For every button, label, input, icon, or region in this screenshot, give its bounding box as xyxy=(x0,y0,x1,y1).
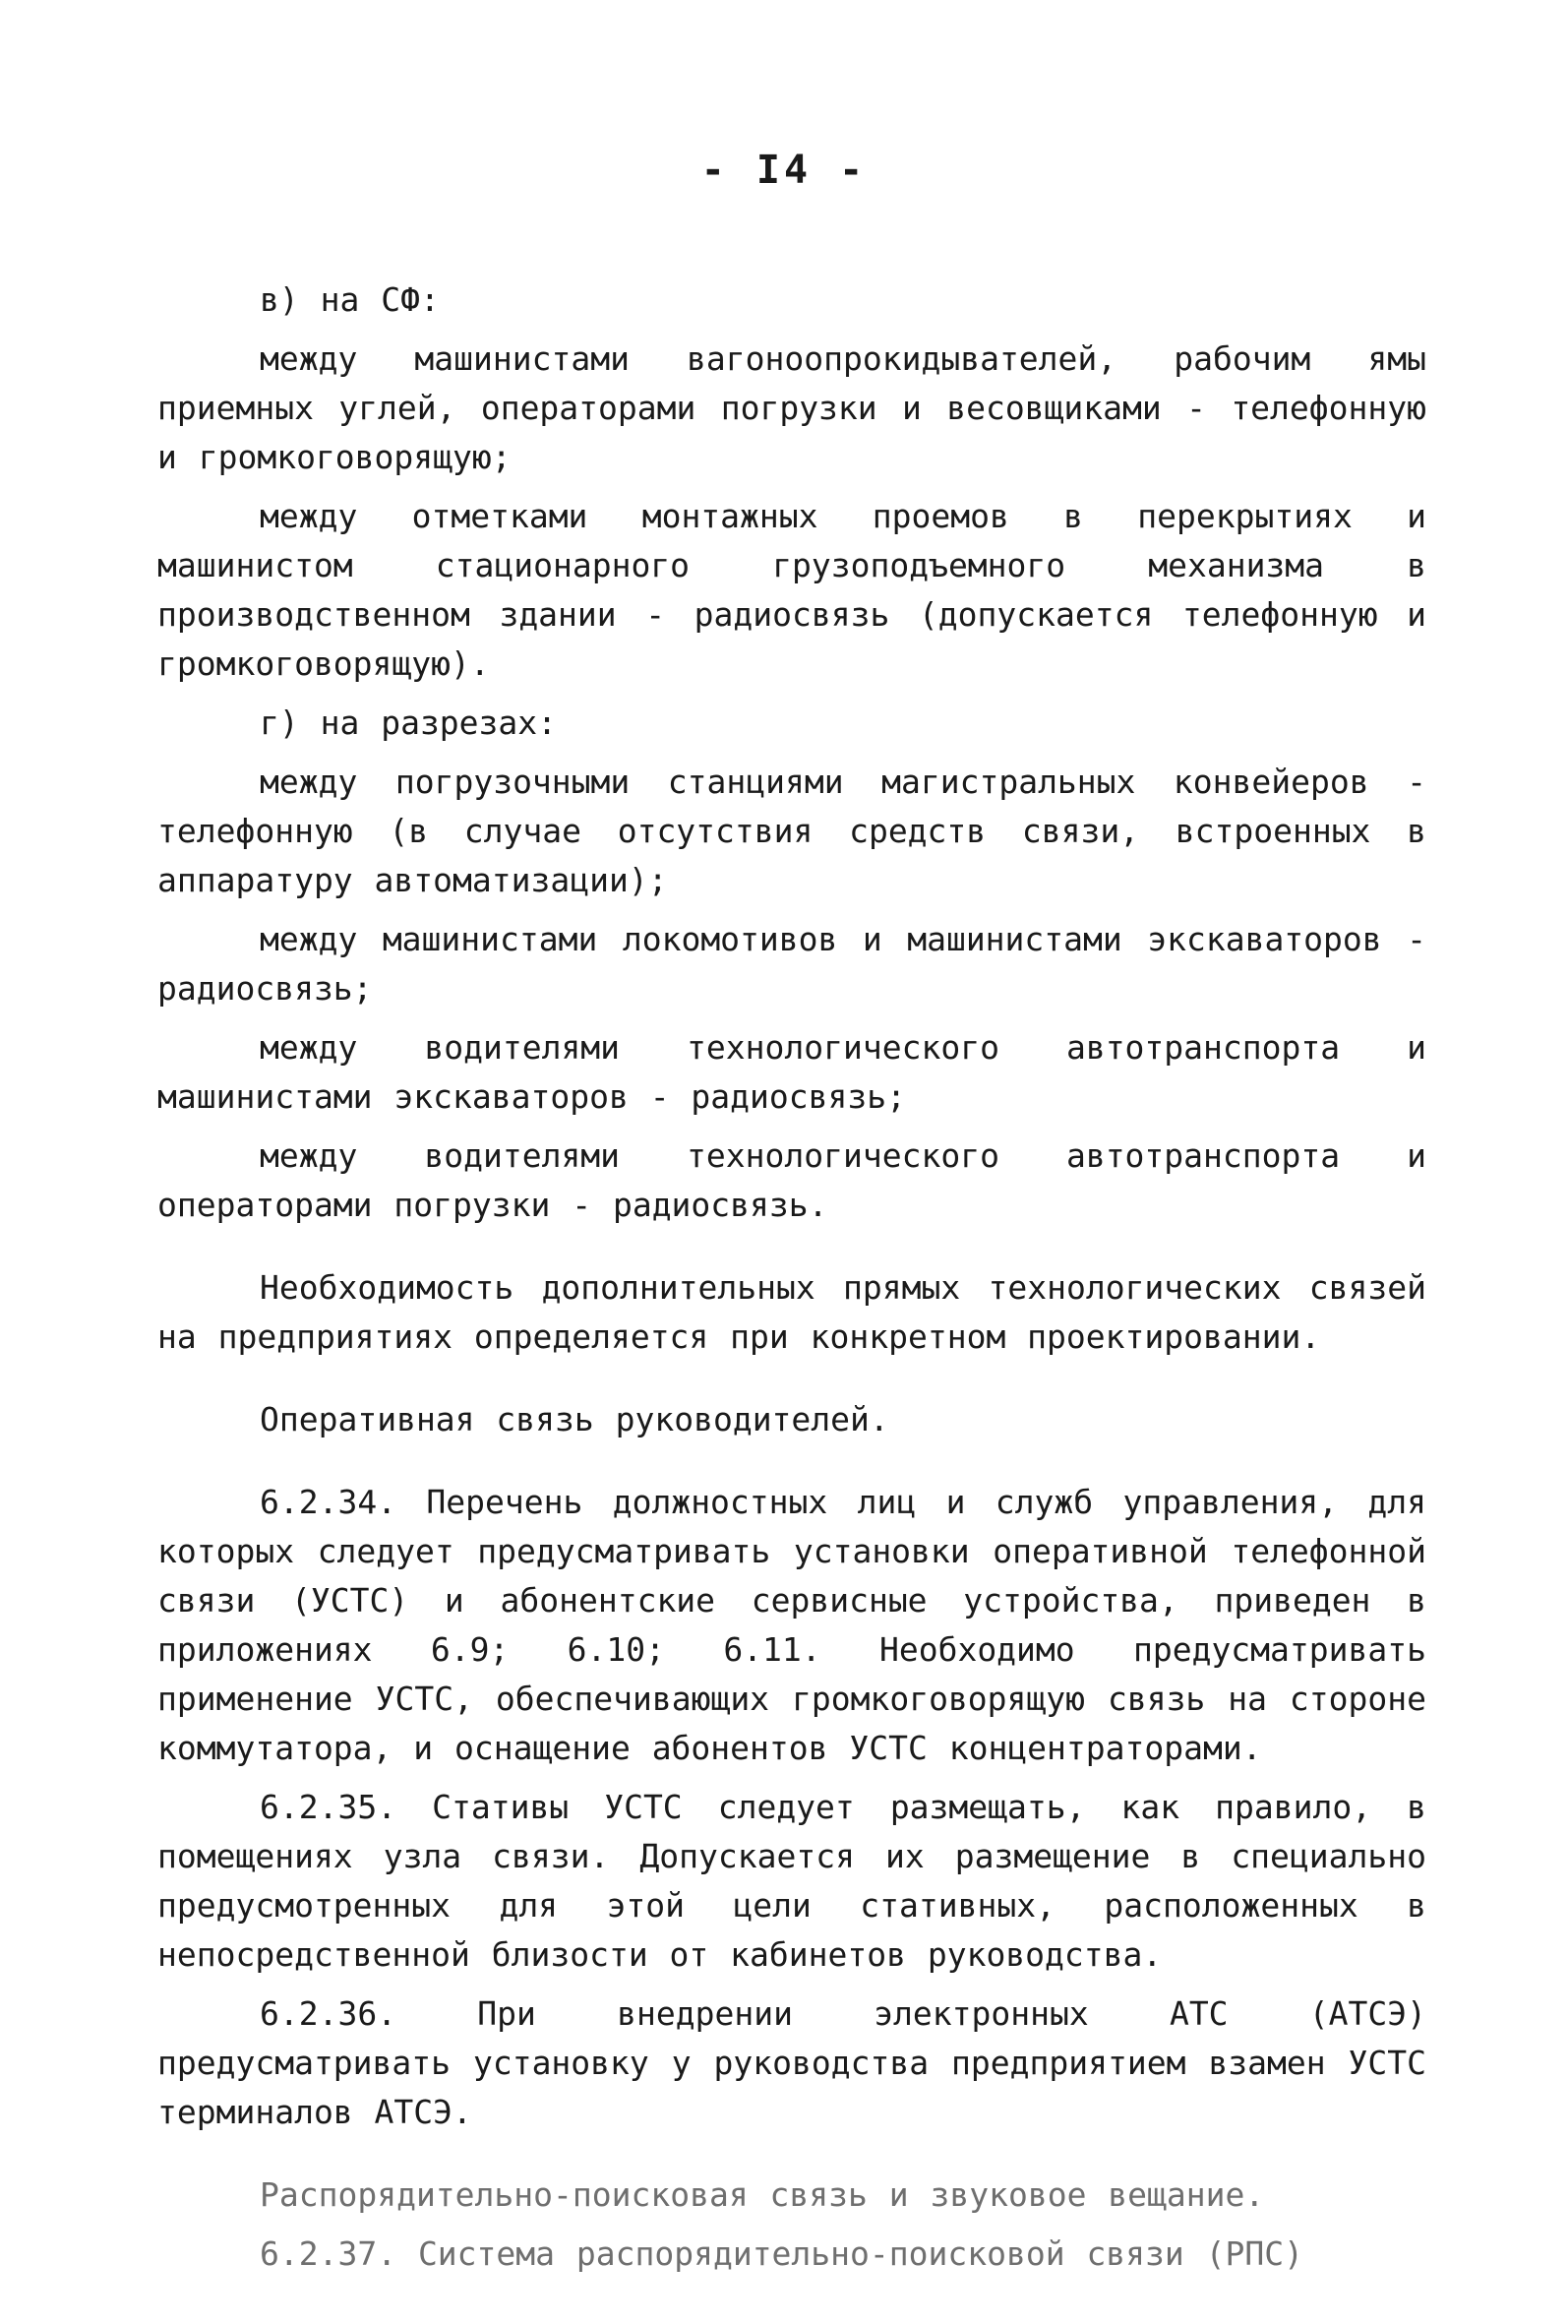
spacer xyxy=(157,2147,1426,2171)
paragraph-6-2-37: 6.2.37. Система распорядительно-поисковой связи (РПС) xyxy=(260,2234,1303,2273)
list-item-heading-v: в) на СФ: xyxy=(260,280,440,319)
paragraph-v-1: между машинистами вагоноопрокидывателей, рабочим ямы приемных углей, операторами погрузки и весовщиками - телефонную и громкоговорящую; xyxy=(157,339,1426,476)
section-heading-dispatch: Распорядительно-поисковая связь и звуковое вещание. xyxy=(260,2175,1265,2214)
list-item-heading-g: г) на разрезах: xyxy=(260,703,558,742)
spacer xyxy=(157,1240,1426,1263)
paragraph-6-2-35: 6.2.35. Стативы УСТС следует размещать, как правило, в помещениях узла связи. Допускается их размещение в специально предусмотренных для этой цели стативных, расположенных в непосредственной близости от кабинетов руководства. xyxy=(157,1788,1426,1974)
paragraph-g-2: между машинистами локомотивов и машинистами экскаваторов - радиосвязь; xyxy=(157,920,1426,1008)
paragraph-g-3: между водителями технологического автотранспорта и машинистами экскаваторов - радиосвязь; xyxy=(157,1028,1426,1116)
paragraph-g-4: между водителями технологического автотранспорта и операторами погрузки - радиосвязь. xyxy=(157,1136,1426,1224)
paragraph-g-1: между погрузочными станциями магистральных конвейеров - телефонную (в случае отсутствия средств связи, встроенных в аппаратуру автоматизации); xyxy=(157,763,1426,899)
paragraph-necessity: Необходимость дополнительных прямых технологических связей на предприятиях определяется при конкретном проектировании. xyxy=(157,1268,1426,1356)
section-heading-operative: Оперативная связь руководителей. xyxy=(260,1400,889,1438)
spacer xyxy=(157,1372,1426,1395)
spacer xyxy=(157,1454,1426,1478)
paragraph-6-2-34: 6.2.34. Перечень должностных лиц и служб управления, для которых следует предусматривать установки оперативной телефонной связи (УСТС) и абонентские сервисные устройства, приведен в приложениях 6.9; 6.10; 6.11. Необходимо предусматривать применение УСТС, обеспечивающих громкоговорящую связь на стороне коммутатора, и оснащение абонентов УСТС концентраторами. xyxy=(157,1483,1426,1767)
page-number: - I4 - xyxy=(700,148,868,193)
paragraph-v-2: между отметками монтажных проемов в перекрытиях и машинистом стационарного грузоподъемного механизма в производственном здании - радиосвязь (допускается телефонную и громкоговорящую). xyxy=(157,497,1426,683)
document-body xyxy=(157,275,1426,2289)
paragraph-6-2-36: 6.2.36. При внедрении электронных АТС (АТСЭ) предусматривать установку у руководства предприятием взамен УСТС терминалов АТСЭ. xyxy=(157,1994,1426,2131)
